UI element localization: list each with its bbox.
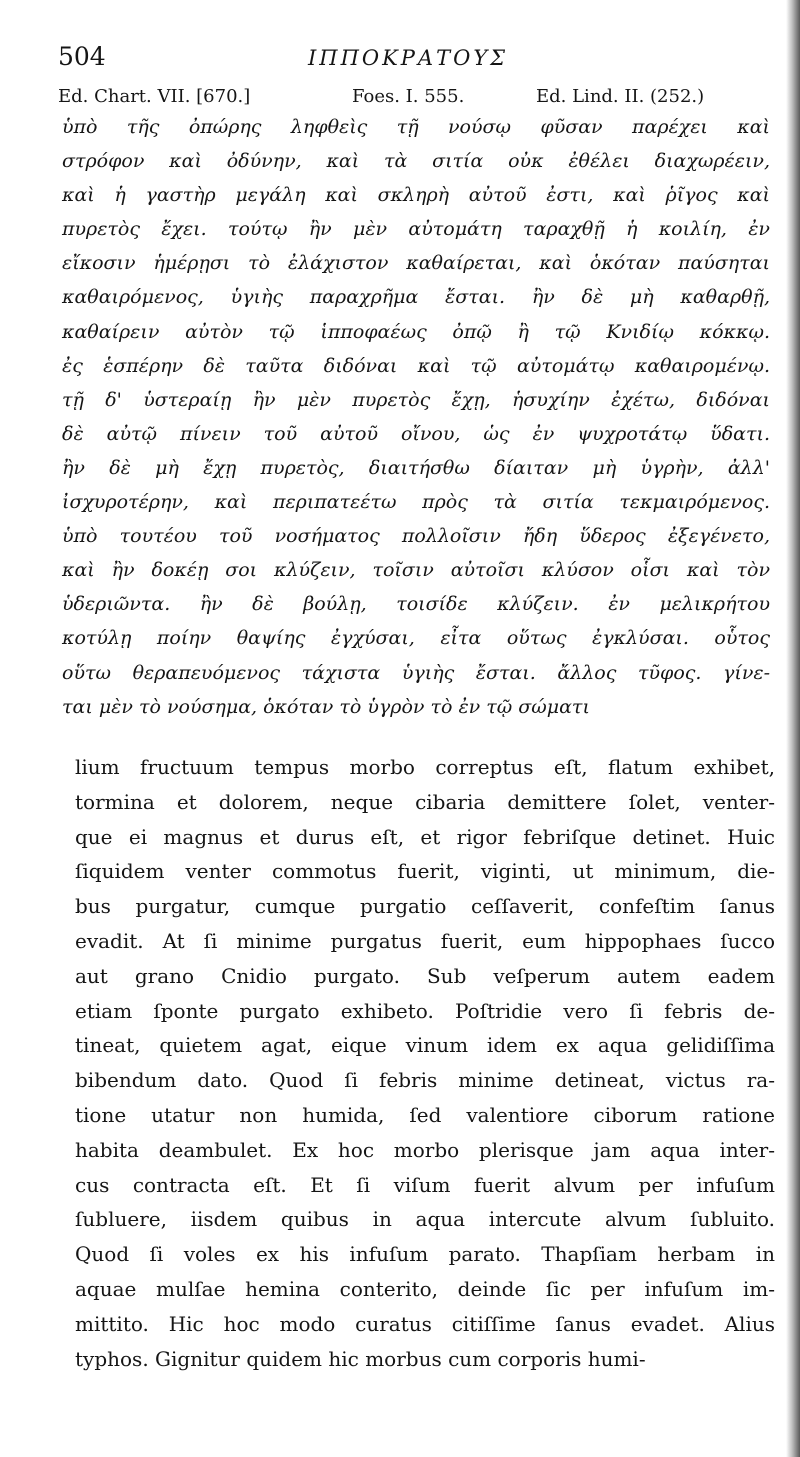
latin-text-line: etiam ſponte purgato exhibeto. Poſtridie vero ſi febris de- (75, 998, 775, 1023)
greek-text-line: κοτύλῃ ποίην θαψίης ἐγχύσαι, εἶτα οὕτως ἐγκλύσαι. οὗτος (62, 627, 770, 650)
latin-text-line: tineat, quietem agat, eique vinum idem ex aqua gelidiſſima (75, 1033, 775, 1058)
latin-text-line: aut grano Cnidio purgato. Sub veſperum autem eadem (75, 963, 775, 988)
greek-text-line: ἢν δὲ μὴ ἔχῃ πυρετὸς, διαιτήσθω δίαιταν μὴ ὑγρὴν, ἀλλ' (62, 456, 770, 479)
page-edge-shadow (786, 0, 800, 1457)
running-title: ΙΠΠΟΚΡΑΤΟΥΣ (307, 46, 509, 70)
latin-text-line: evadit. At ſi minime purgatus fuerit, eum hippophaes ſucco (75, 928, 775, 953)
greek-text-line: στρόφον καὶ ὀδύνην, καὶ τὰ σιτία οὐκ ἐθέλει διαχωρέειν, (62, 150, 770, 173)
greek-text-line: καθαιρόμενος, ὑγιὴς παραχρῆμα ἔσται. ἢν δὲ μὴ καθαρθῇ, (62, 286, 770, 309)
greek-text-line: οὕτω θεραπευόμενος τάχιστα ὑγιὴς ἔσται. ἄλλος τῦφος. γίνε- (62, 661, 770, 684)
greek-text-line: ται μὲν τὸ νούσημα, ὁκόταν τὸ ὑγρὸν τὸ ἐν τῷ σώματι (62, 695, 590, 718)
edition-references (58, 86, 770, 112)
running-head (58, 40, 758, 80)
latin-text-line: tione utatur non humida, ſed valentiore ciborum ratione (75, 1102, 775, 1127)
latin-text-line: ſiquidem venter commotus fuerit, viginti, ut minimum, die- (75, 859, 775, 884)
greek-text-line: ὑπὸ τουτέου τοῦ νοσήματος πολλοῖσιν ἤδη ὕδερος ἐξεγένετο, (62, 525, 770, 548)
greek-text-line: εἴκοσιν ἡμέρῃσι τὸ ἐλάχιστον καθαίρεται, καὶ ὁκόταν παύσηται (62, 252, 770, 275)
latin-text-line: cus contracta eſt. Et ſi viſum fuerit alvum per infuſum (75, 1172, 775, 1197)
greek-text-line: πυρετὸς ἔχει. τούτῳ ἢν μὲν αὐτομάτη ταραχθῇ ἡ κοιλίη, ἐν (62, 218, 770, 241)
latin-text-line: Quod ſi voles ex his infuſum parato. Thapſiam herbam in (75, 1242, 775, 1267)
greek-text-line: καθαίρειν αὐτὸν τῷ ἱπποφαέως ὀπῷ ἢ τῷ Κνιδίῳ κόκκῳ. (62, 320, 770, 343)
greek-text-line: ἐς ἑσπέρην δὲ ταῦτα διδόναι καὶ τῷ αὐτομάτῳ καθαιρομένῳ. (62, 354, 770, 377)
greek-text-line: ὑδεριῶντα. ἢν δὲ βούλῃ, τοισίδε κλύζειν. ἐν μελικρήτου (62, 593, 770, 616)
greek-text-line: τῇ δ' ὑστεραίῃ ἢν μὲν πυρετὸς ἔχῃ, ἡσυχίην ἐχέτω, διδόναι (62, 388, 770, 411)
latin-text-line: bibendum dato. Quod ſi febris minime detineat, victus ra- (75, 1068, 775, 1093)
latin-text-line: tormina et dolorem, neque cibaria demittere ſolet, venter- (75, 789, 775, 814)
greek-text-line: δὲ αὐτῷ πίνειν τοῦ αὐτοῦ οἴνου, ὡς ἐν ψυχροτάτῳ ὕδατι. (62, 422, 770, 445)
edition-linden: Ed. Lind. II. (252.) (536, 86, 705, 107)
latin-text-line: que ei magnus et durus eſt, et rigor febriſque detinet. Huic (75, 824, 775, 849)
edition-chartier: Ed. Chart. VII. [670.] (58, 86, 251, 107)
latin-text-block (75, 750, 775, 1376)
latin-text-line: habita deambulet. Ex hoc morbo plerisque jam aqua inter- (75, 1137, 775, 1162)
page-number: 504 (58, 42, 106, 71)
greek-text-block (62, 110, 770, 724)
latin-text-line: lium fructuum tempus morbo correptus eſt, flatum exhibet, (75, 755, 775, 779)
edition-foes: Foes. I. 555. (352, 86, 465, 107)
latin-text-line: ſubluere, iisdem quibus in aqua intercute alvum ſubluito. (75, 1207, 775, 1232)
greek-text-line: καὶ ἢν δοκέῃ σοι κλύζειν, τοῖσιν αὐτοῖσι κλύσον οἷσι καὶ τὸν (62, 559, 770, 582)
latin-text-line: mittito. Hic hoc modo curatus citiſſime ſanus evadet. Alius (75, 1311, 775, 1336)
greek-text-line: ἰσχυροτέρην, καὶ περιπατεέτω πρὸς τὰ σιτία τεκμαιρόμενος. (62, 491, 770, 514)
latin-text-line: typhos. Gignitur quidem hic morbus cum corporis humi- (75, 1346, 646, 1371)
greek-text-line: καὶ ἡ γαστὴρ μεγάλη καὶ σκληρὴ αὐτοῦ ἐστι, καὶ ῥῖγος καὶ (62, 184, 770, 207)
latin-text-line: aquae mulſae hemina conterito, deinde ſic per infuſum im- (75, 1276, 775, 1301)
greek-text-line: ὑπὸ τῆς ὀπώρης ληφθεὶς τῇ νούσῳ φῦσαν παρέχει καὶ (62, 116, 770, 138)
latin-text-line: bus purgatur, cumque purgatio ceſſaverit, confeſtim ſanus (75, 894, 775, 919)
